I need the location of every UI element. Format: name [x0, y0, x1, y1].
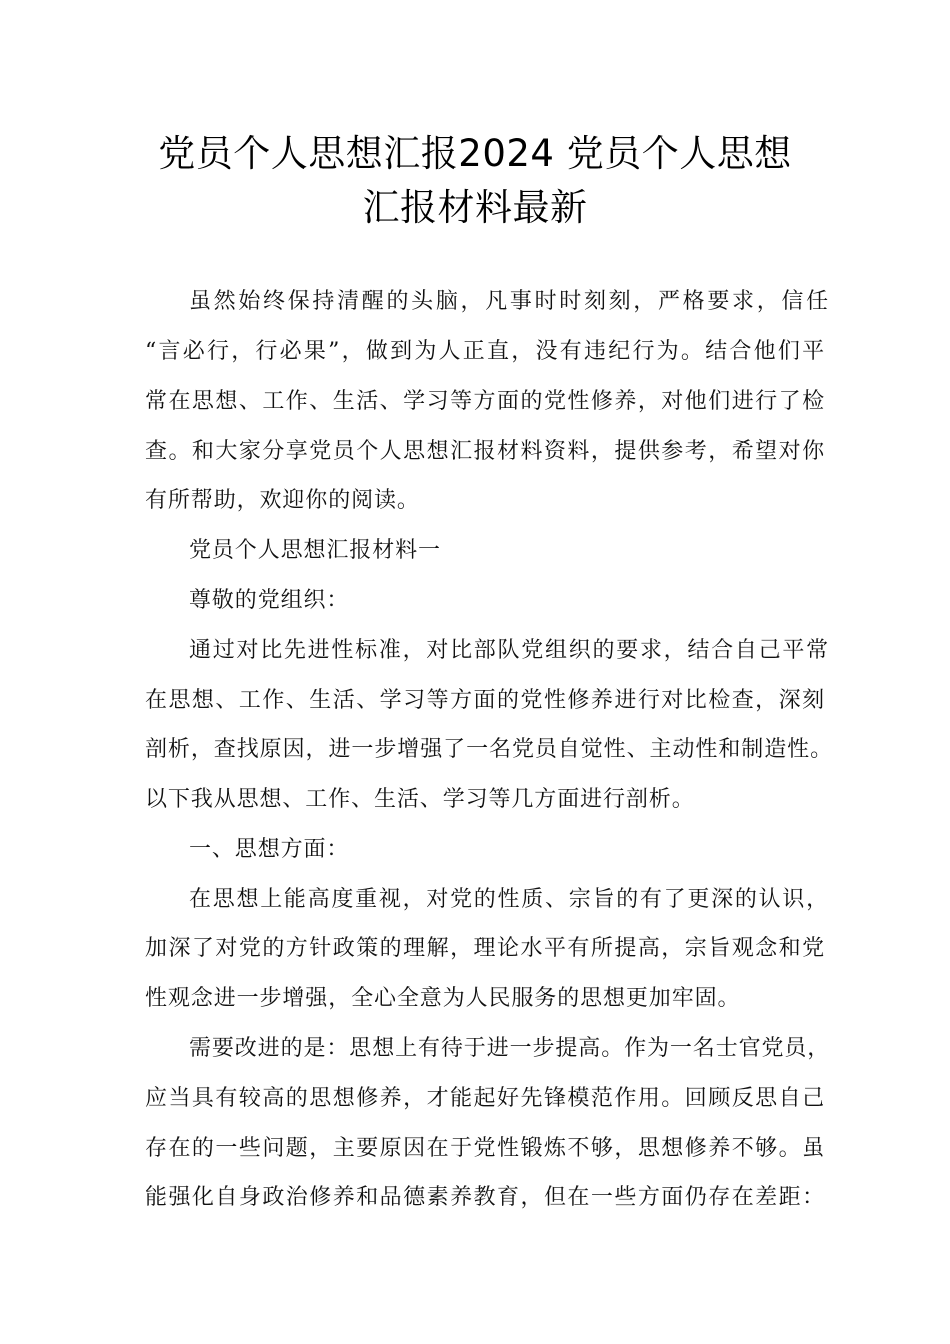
- paragraph-line: “言必行，行必果”，做到为人正直，没有违纪行为。结合他们平: [145, 339, 825, 364]
- paragraph-line: 应当具有较高的思想修养，才能起好先锋模范作用。回顾反思自己: [145, 1086, 825, 1111]
- paragraph-line: 剖析，查找原因，进一步增强了一名党员自觉性、主动性和制造性。: [145, 737, 833, 762]
- paragraph-line: 需要改进的是：思想上有待于进一步提高。作为一名士官党员，: [189, 1036, 831, 1061]
- paragraph-line: 常在思想、工作、生活、学习等方面的党性修养，对他们进行了检: [145, 389, 825, 414]
- paragraph-line: 以下我从思想、工作、生活、学习等几方面进行剖析。: [145, 787, 695, 812]
- paragraph-line: 查。和大家分享党员个人思想汇报材料资料，提供参考，希望对你: [145, 439, 825, 464]
- paragraph-line: 性观念进一步增强，全心全意为人民服务的思想更加牢固。: [145, 986, 741, 1011]
- paragraph-line: 存在的一些问题，主要原因在于党性锻炼不够，思想修养不够。虽: [145, 1136, 825, 1161]
- paragraph-line: 在思想、工作、生活、学习等方面的党性修养进行对比检查，深刻: [145, 688, 825, 713]
- paragraph-line: 通过对比先进性标准，对比部队党组织的要求，结合自己平常: [189, 638, 829, 663]
- document-title-line-1: 党员个人思想汇报2024 党员个人思想: [158, 132, 792, 175]
- paragraph-line: 有所帮助，欢迎你的阅读。: [145, 488, 420, 513]
- document-title-line-2: 汇报材料最新: [362, 186, 588, 229]
- section-heading: 党员个人思想汇报材料一: [189, 538, 441, 563]
- salutation: 尊敬的党组织：: [189, 588, 350, 613]
- paragraph-line: 在思想上能高度重视，对党的性质、宗旨的有了更深的认识，: [189, 887, 829, 912]
- paragraph-line: 能强化自身政治修养和品德素养教育，但在一些方面仍存在差距：: [145, 1185, 825, 1210]
- paragraph-line: 虽然始终保持清醒的头脑，凡事时时刻刻，严格要求，信任: [189, 289, 829, 314]
- section-heading: 一、思想方面：: [189, 837, 350, 862]
- paragraph-line: 加深了对党的方针政策的理解，理论水平有所提高，宗旨观念和党: [145, 936, 825, 961]
